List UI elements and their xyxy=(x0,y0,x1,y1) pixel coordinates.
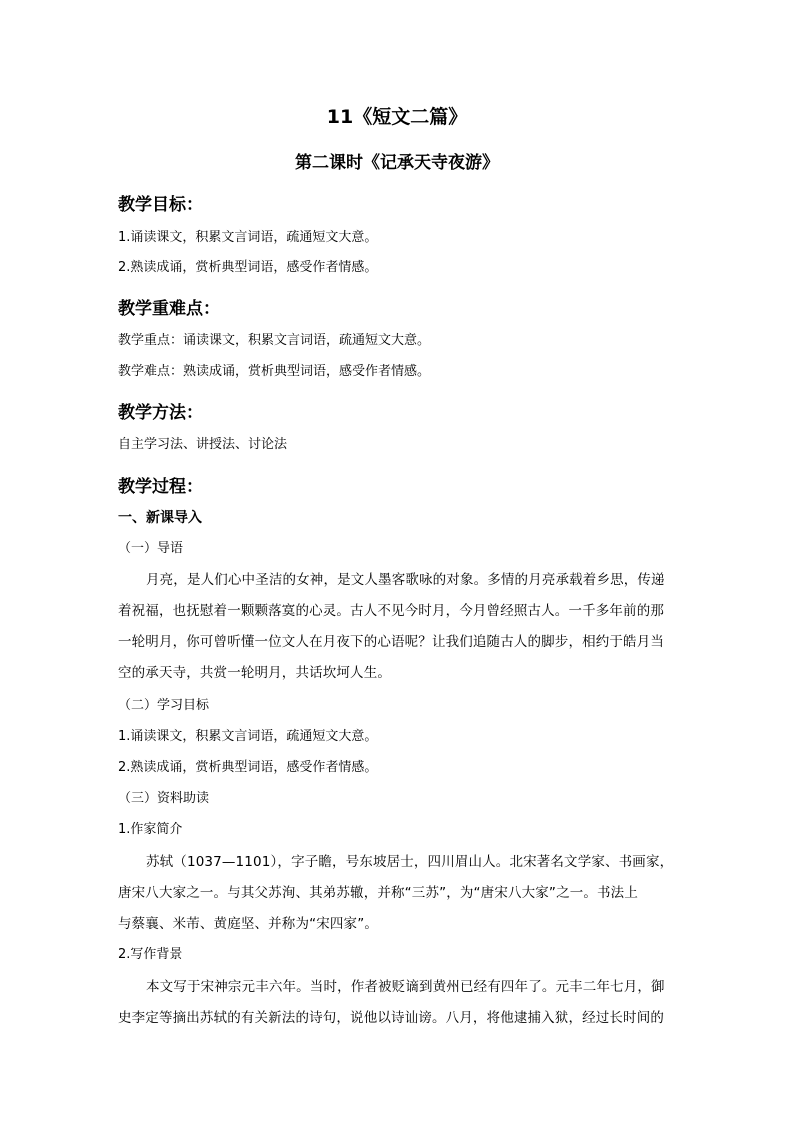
methods-text: 自主学习法、讲授法、讨论法 xyxy=(118,437,288,452)
objectives-heading: 教学目标： xyxy=(118,195,203,215)
background-label: 2.写作背景 xyxy=(118,947,183,962)
intro-line: 着祝福，也抚慰着一颗颗落寞的心灵。古人不见今时月，今月曾经照古人。一千多年前的那 xyxy=(118,603,664,619)
goal-item: 2.熟读成诵，赏析典型词语，感受作者情感。 xyxy=(118,760,378,775)
goal-item: 1.诵读课文，积累文言词语，疏通短文大意。 xyxy=(118,729,378,744)
author-line: 唐宋八大家之一。与其父苏洵、其弟苏辙，并称“三苏”，为“唐宋八大家”之一。书法上 xyxy=(118,885,638,901)
part-label: （三）资料助读 xyxy=(118,791,210,806)
author-line: 苏轼（1037—1101），字子瞻，号东坡居士，四川眉山人。北宋著名文学家、书画家， xyxy=(146,854,674,870)
author-line: 与蔡襄、米芾、黄庭坚、并称为“宋四家”。 xyxy=(118,916,378,932)
intro-line: 一轮明月，你可曾听懂一位文人在月夜下的心语呢？让我们追随古人的脚步，相约于皓月当 xyxy=(118,634,664,650)
part-label: （一）导语 xyxy=(118,541,184,556)
key-points-heading: 教学重难点： xyxy=(118,299,220,319)
key-point-item: 教学难点：熟读成诵，赏析典型词语，感受作者情感。 xyxy=(118,364,431,379)
intro-line: 空的承天寺，共赏一轮明月，共话坎坷人生。 xyxy=(118,665,391,681)
intro-line: 月亮，是人们心中圣洁的女神，是文人墨客歌咏的对象。多情的月亮承载着乡思，传递 xyxy=(146,572,665,588)
background-line: 本文写于宋神宗元丰六年。当时，作者被贬谪到黄州已经有四年了。元丰二年七月，御 xyxy=(146,979,665,995)
background-line: 史李定等摘出苏轼的有关新法的诗句，说他以诗讪谤。八月，将他逮捕入狱，经过长时间的 xyxy=(118,1010,664,1026)
process-heading: 教学过程： xyxy=(118,477,203,497)
document-title: 11《短文二篇》 xyxy=(326,106,468,128)
document-subtitle: 第二课时《记承天寺夜游》 xyxy=(295,153,499,173)
author-label: 1.作家简介 xyxy=(118,822,183,837)
objective-item: 1.诵读课文，积累文言词语，疏通短文大意。 xyxy=(118,230,378,245)
section-heading: 一、新课导入 xyxy=(118,510,202,526)
part-label: （二）学习目标 xyxy=(118,698,210,713)
key-point-item: 教学重点：诵读课文，积累文言词语，疏通短文大意。 xyxy=(118,333,431,348)
methods-heading: 教学方法： xyxy=(118,403,203,423)
objective-item: 2.熟读成诵，赏析典型词语，感受作者情感。 xyxy=(118,260,378,275)
